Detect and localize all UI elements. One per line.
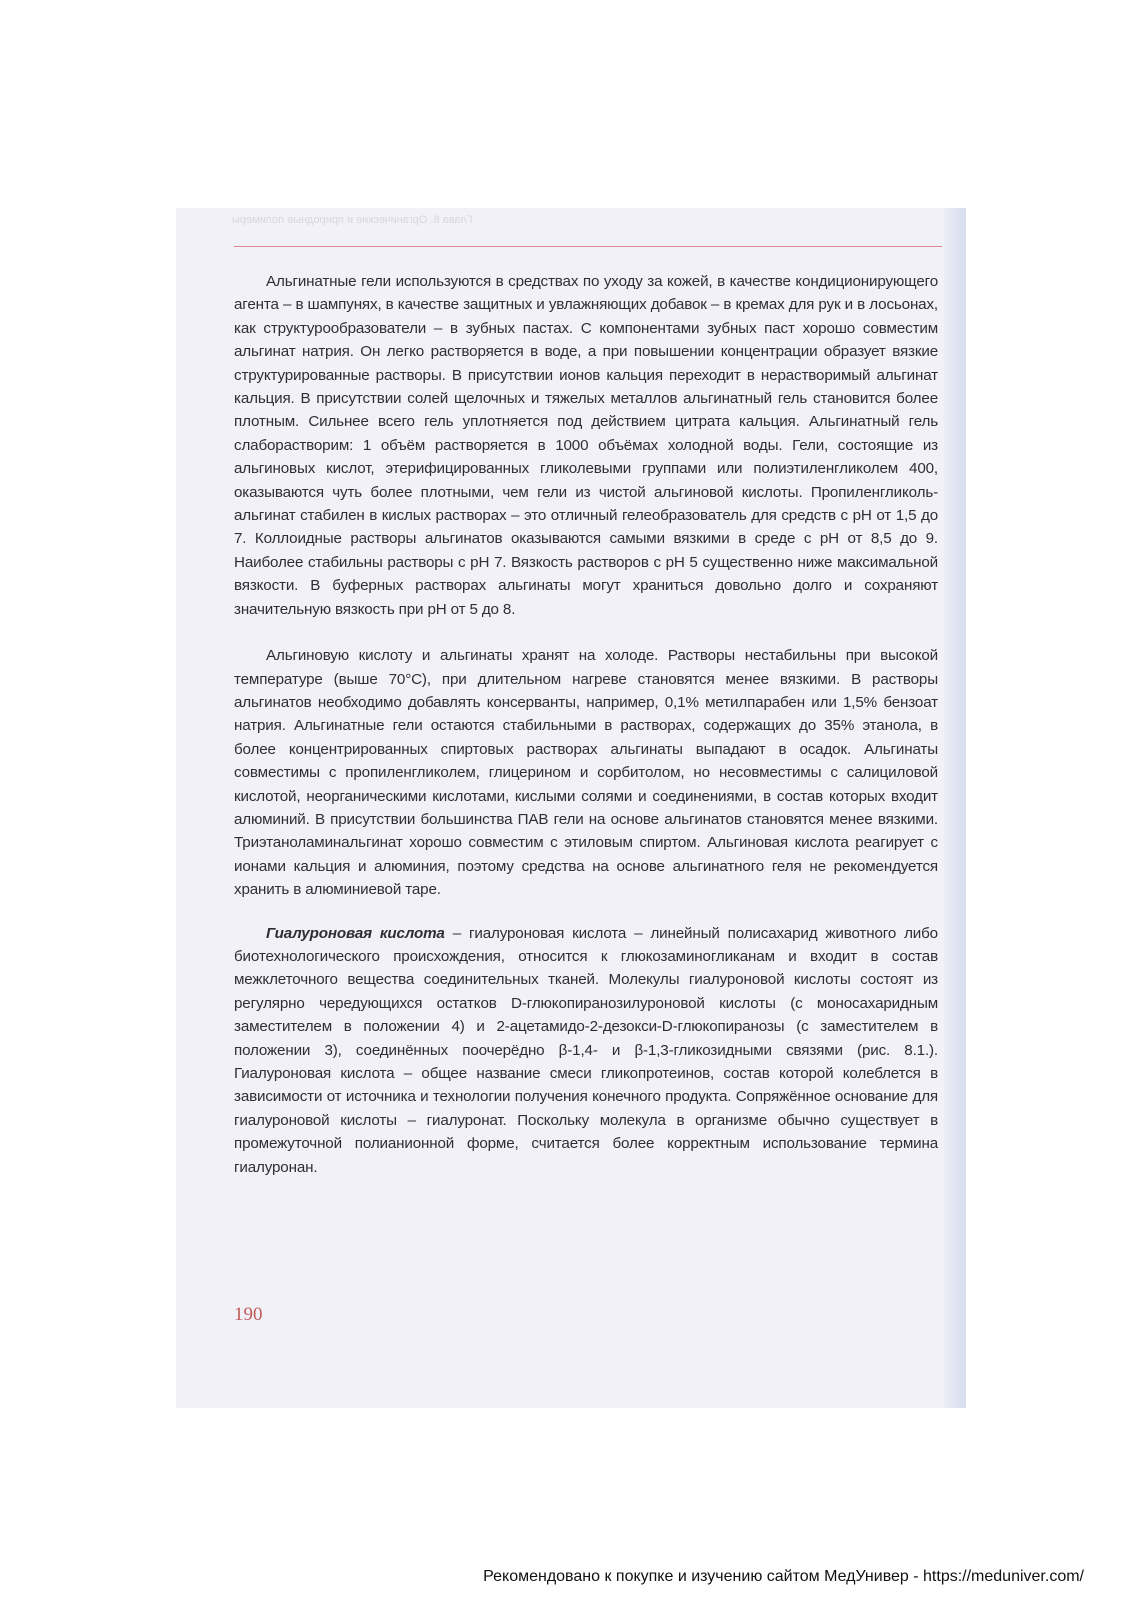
paragraph-alginate-storage: Альгиновую кислоту и альгинаты хранят на холоде. Растворы нестабильны при высокой температуре (выше 70°С), при длительном нагреве становятся менее вязкими. В растворы альгинатов необходимо добавлять консерванты, например, 0,1% метилпарабен или 1,5% бензоат натрия. Альгинатные гели остаются стабильными в растворах, содержащих до 35% этанола, в более концентрированных спиртовых растворах альгинаты выпадают в осадок. Альгинаты совместимы с пропиленгликолем, глицерином и сорбитолом, но несовместимы с салициловой кислотой, неорганическими кислотами, кислыми солями и соединениями, в состав которых входит алюминий. В присутствии большинства ПАВ гели на основе альгинатов становятся менее вязкими. Триэтаноламинальгинат хорошо совместим с этиловым спиртом. Альгиновая кислота реагирует с ионами кальция и алюминия, поэтому средства на основе альгинатного геля не рекомендуется хранить в алюминиевой таре. [234,647,938,899]
paragraph-alginate-uses: Альгинатные гели используются в средствах по уходу за кожей, в качестве кондиционирующего агента – в шампунях, в качестве защитных и увлажняющих добавок – в кремах для рук и в лосьонах, как структурообразователи – в зубных пастах. С компонентами зубных паст хорошо совместим альгинат натрия. Он легко растворяется в воде, а при повышении концентрации образует вязкие структурированные растворы. В присутствии ионов кальция переходит в нерастворимый альгинат кальция. В присутствии солей щелочных и тяжелых металлов альгинатный гель становится более плотным. Сильнее всего гель уплотняется под действием цитрата кальция. Альгинатный гель слаборастворим: 1 объём растворяется в 1000 объёмах холодной воды. Гели, состоящие из альгиновых кислот, этерифицированных гликолевыми группами или полиэтиленгликолем 400, оказываются чуть более плотными, чем гели из чистой альгиновой кислоты. Пропиленгликоль-альгинат стабилен в кислых растворах – это отличный гелеобразователь для средств с рН от 1,5 до 7. Коллоидные растворы альгинатов оказываются самыми вязкими в среде с рН от 8,5 до 9. Наиболее стабильны растворы с рН 7. Вязкость растворов с рН 5 существенно ниже максимальной вязкости. В буферных растворах альгинаты могут храниться довольно долго и сохраняют значительную вязкость при рН от 5 до 8. [234,273,938,618]
scanned-page [176,208,966,1408]
page-number: 190 [234,1304,263,1325]
paragraph-hyaluronic-acid-text: – гиалуроновая кислота – линейный полисахарид животного либо биотехнологического происхождения, относится к глюкозаминогликанам и входит в состав межклеточного вещества соединительных тканей. Молекулы гиалуроновой кислоты состоят из регулярно чередующихся остатков D-глюкопиранозилуроновой кислоты (с моносахаридным заместителем в положении 4) и 2-ацетамидо-2-дезокси-D-глюкопиранозы (с заместителем в положении 3), соединённых поочерёдно β-1,4- и β-1,3-гликозидными связями (рис. 8.1.). Гиалуроновая кислота – общее название смеси гликопротеинов, состав которой колеблется в зависимости от источника и технологии получения конечного продукта. Сопряжённое основание для гиалуроновой кислоты – гиалуронат. Поскольку молекула в организме обычно существует в промежуточной полианионной форме, считается более корректным использование термина гиалуронан. [234,924,938,1176]
paragraph-hyaluronic-acid [234,922,938,1179]
header-rule [234,246,942,247]
body-text [234,270,938,1179]
term-hyaluronic-acid: Гиалуроновая кислота [266,924,445,942]
page-binding-shadow [944,208,966,1408]
footer-recommendation: Рекомендовано к покупке и изучению сайтом МедУнивер - https://meduniver.com/ [483,1568,1084,1585]
running-head-bleedthrough: Глава 8. Органические и природные полимеры [232,214,473,226]
